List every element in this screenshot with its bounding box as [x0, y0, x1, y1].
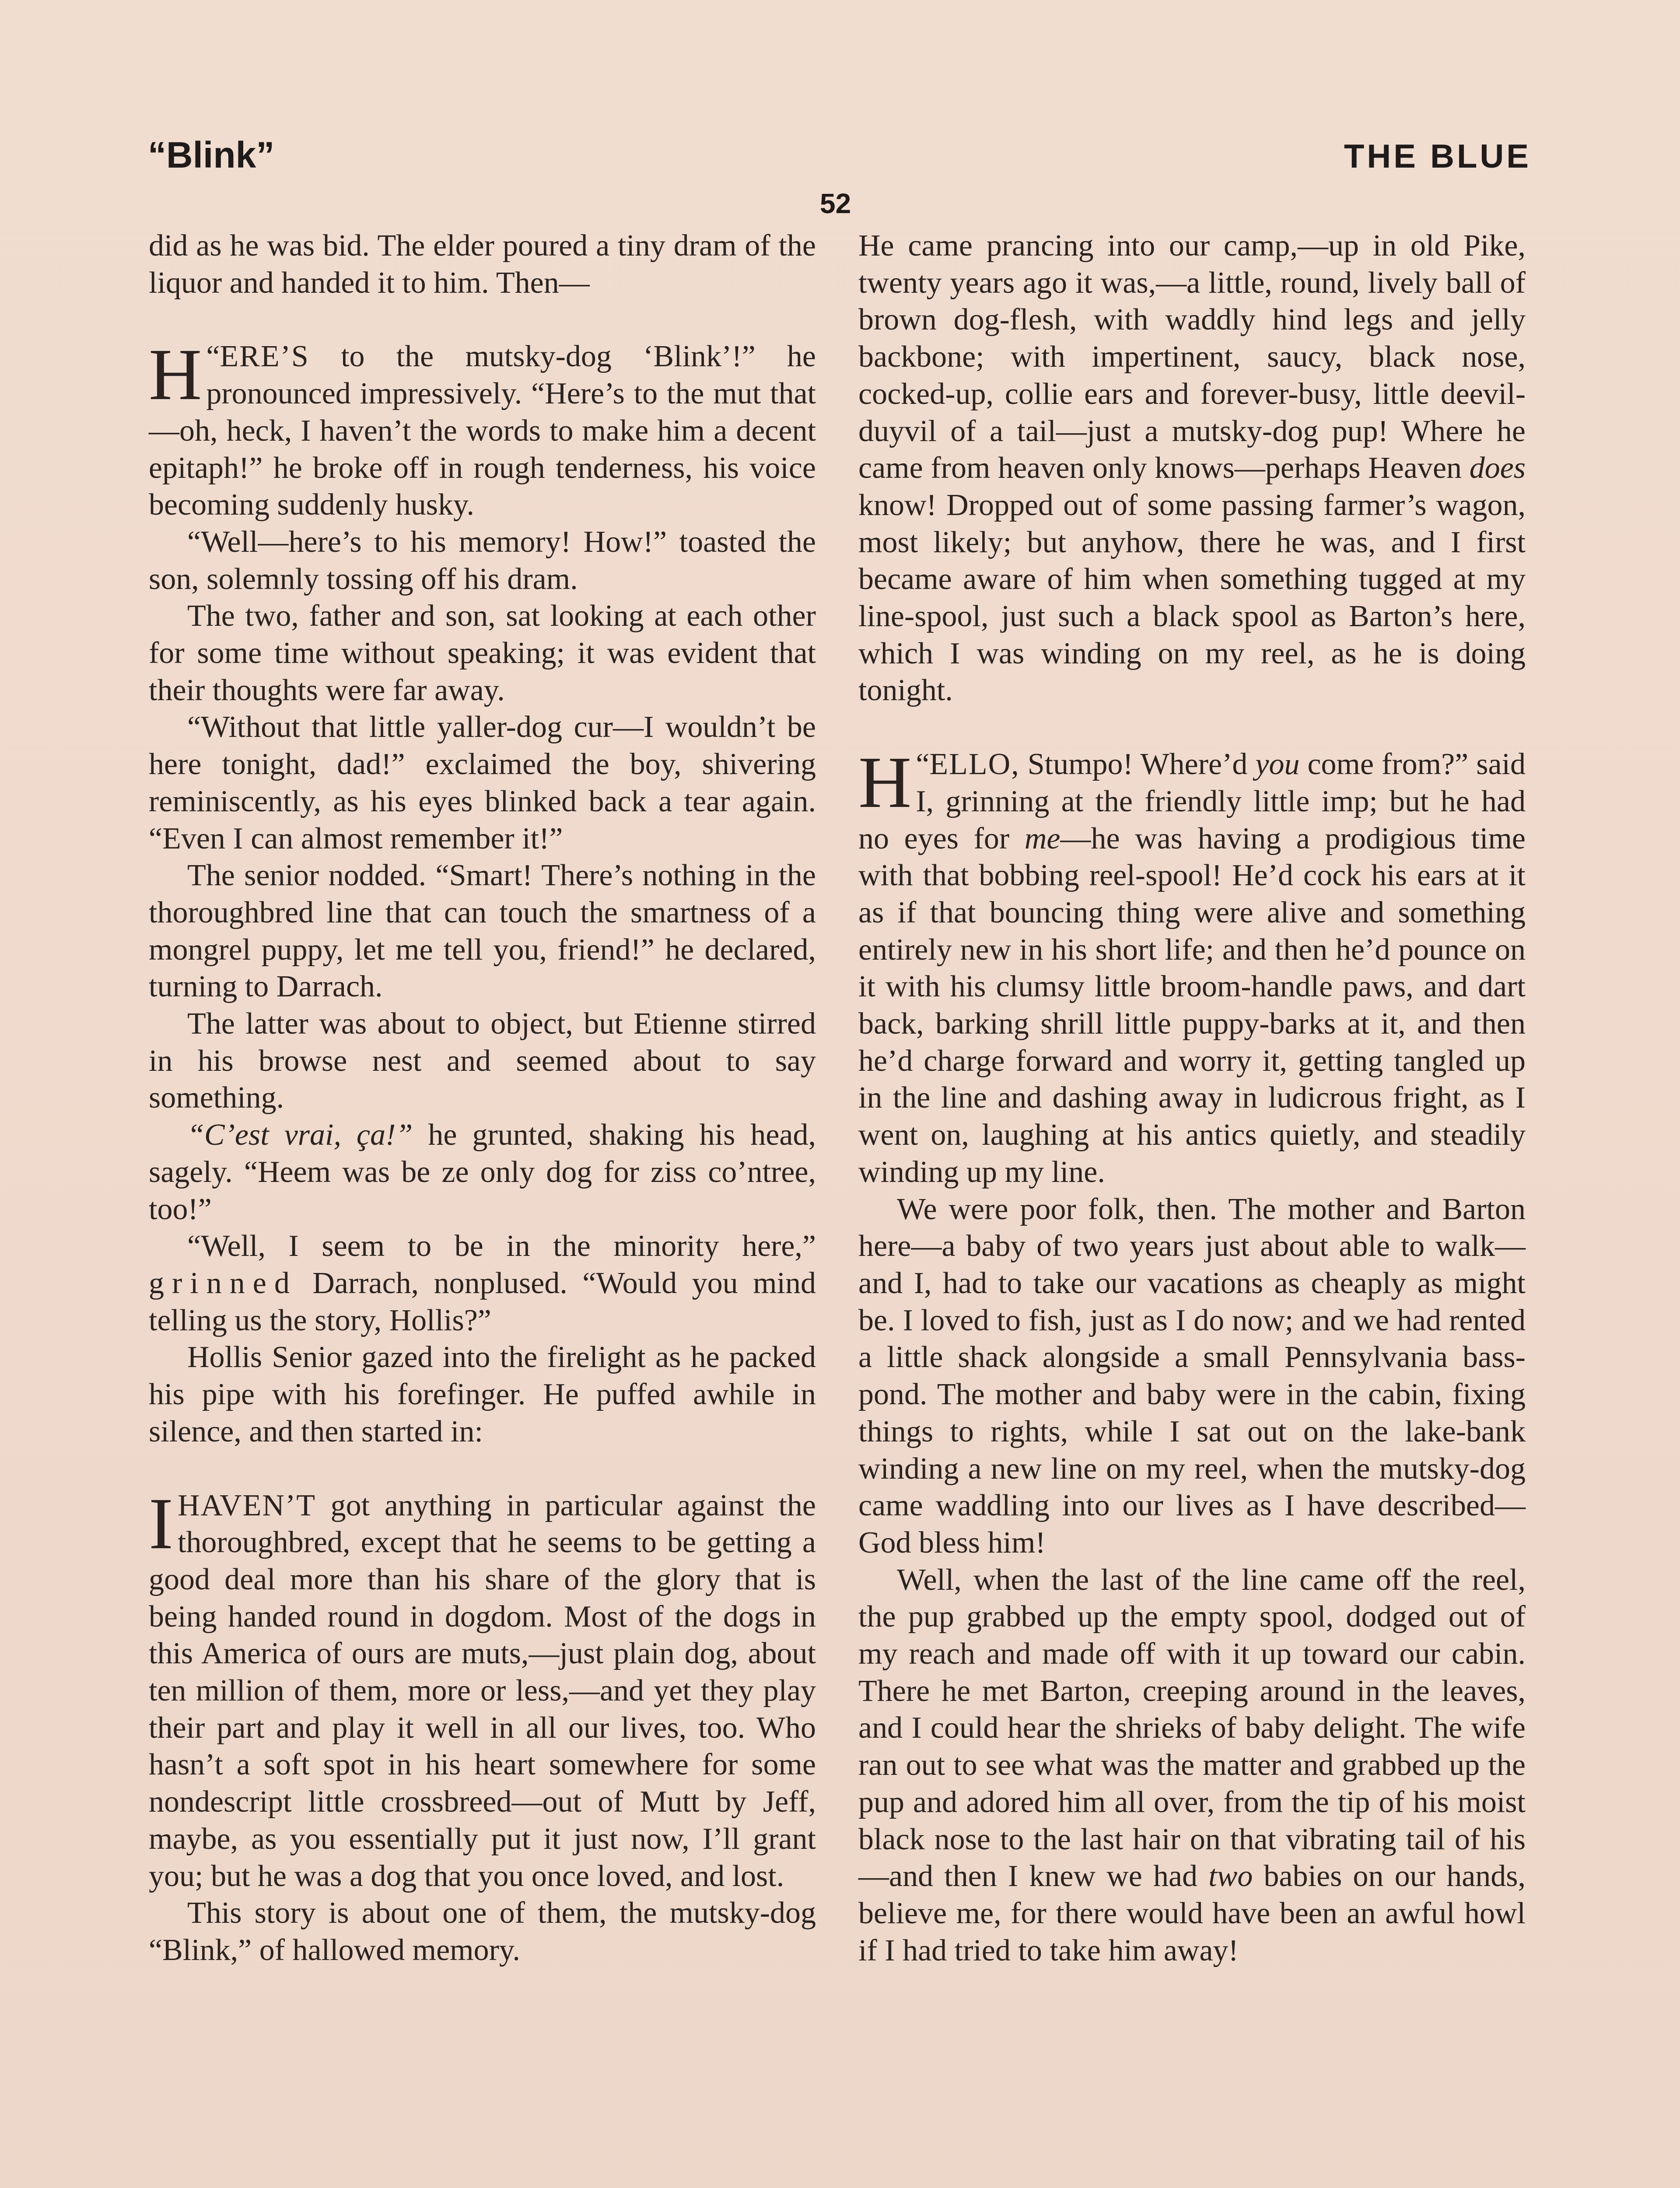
- paragraph: The senior nodded. “Smart! There’s nothing in the thoroughbred line that can touch the smartness of a mongrel puppy, let me tell you, friend!” he declared, turning to Darrach.: [149, 859, 816, 1004]
- open-quote: “: [206, 340, 220, 374]
- open-quote: “: [916, 747, 930, 782]
- paragraph: This story is about one of them, the mutsky-dog “Blink,” of hallowed memory.: [149, 1896, 816, 1967]
- french-exclamation: “C’est vrai, ça!”: [187, 1118, 413, 1152]
- right-text-column: [858, 228, 1526, 1969]
- drop-cap-letter: I: [149, 1483, 173, 1564]
- paragraph: “Well—here’s to his memory! How!” toasted the son, solemnly tossing off his dram.: [149, 525, 816, 596]
- paragraph: [149, 1228, 816, 1339]
- paragraph-text: “Well, I seem to be in the minority here,”: [187, 1229, 816, 1263]
- paragraph: “Without that little yaller-dog cur—I wouldn’t be here tonight, dad!” exclaimed the boy, shivering reminiscently, as his eyes blinked back a tear again. “Even I can almost remember it!”: [149, 710, 816, 856]
- small-caps-lead: HAVEN’T: [177, 1488, 316, 1522]
- emphasis-word: me: [1024, 821, 1060, 856]
- paragraph-text: got anything in particular against the thoroughbred, except that he seems to be getting a good deal more than his share of the glory that is being handed round in dogdom. Most of the dogs in this America of ours are muts,—just plain dog, about ten million of them, more or less,—and yet they play their part and play it well in all our lives, too. Who hasn’t a soft spot in his heart somewhere for some nondescript little crossbreed—out of Mutt by Jeff, maybe, as you essentially put it just now, I’ll grant you; but he was a dog that you once loved, and lost.: [149, 1488, 816, 1893]
- paragraph-dropcap: [149, 1483, 816, 1895]
- left-text-column: [149, 228, 816, 1969]
- paragraph-text: Well, when the last of the line came off the reel, the pup grabbed up the empty spool, dodged out of my reach and made off with it up toward our cabin. There he met Barton, creeping around in the leaves, and I could hear the shrieks of baby delight. The wife ran out to see what was the matter and grabbed up the pup and adored him all over, from the tip of his moist black nose to the last hair on that vibrating tail of his—and then I knew we had: [858, 1563, 1526, 1893]
- running-head-magazine-title: THE BLUE: [1344, 138, 1531, 175]
- paragraph: The two, father and son, sat looking at each other for some time without speaking; it was evident that their thoughts were far away.: [149, 599, 816, 707]
- paragraph-text: Stumpo! Where’d: [1019, 747, 1256, 782]
- letterspaced-word: grinned: [149, 1266, 298, 1300]
- paragraph-dropcap: [858, 742, 1526, 1191]
- small-caps-lead: ERE’S: [220, 340, 309, 374]
- paragraph-text: He came prancing into our camp,—up in old Pike, twenty years ago it was,—a little, round, lively ball of brown dog-flesh, with waddly hind legs and jelly backbone; with impertinent, saucy, black nose, cocked-up, collie ears and forever-busy, little deevil-duyvil of a tail—just a mutsky-dog pup! Where he came from heaven only knows—perhaps Heaven: [858, 229, 1526, 485]
- paragraph: Hollis Senior gazed into the firelight as he packed his pipe with his forefinger. He puffed awhile in silence, and then started in:: [149, 1340, 816, 1448]
- paragraph: The latter was about to object, but Etienne stirred in his browse nest and seemed about to say something.: [149, 1007, 816, 1115]
- emphasis-word: two: [1208, 1859, 1253, 1893]
- paragraph-text: know! Dropped out of some passing farmer’s wagon, most likely; but anyhow, there he was, and I first became aware of him when something tugged at my line-spool, just such a black spool as Barton’s here, which I was winding on my reel, as he is doing tonight.: [858, 488, 1526, 708]
- page-number: 52: [820, 188, 851, 219]
- paragraph-text: to the mutsky-dog ‘Blink’!” he pronounced impressively. “Here’s to the mut that—oh, heck, I haven’t the words to make him a decent epitaph!” he broke off in rough tenderness, his voice becoming suddenly husky.: [149, 340, 816, 522]
- paragraph: We were poor folk, then. The mother and Barton here—a baby of two years just about able to walk—and I, had to take our vacations as cheaply as might be. I loved to fish, just as I do now; and we had rented a little shack alongside a small Pennsylvania bass-pond. The mother and baby were in the cabin, fixing things to rights, while I sat out on the lake-bank winding a new line on my reel, when the mutsky-dog came waddling into our lives as I have described—God bless him!: [858, 1192, 1526, 1560]
- running-head-story-title: “Blink”: [148, 134, 275, 175]
- paragraph: did as he was bid. The elder poured a tiny dram of the liquor and handed it to him. Then—: [149, 229, 816, 300]
- paragraph-text: he grunted, shaking his head, sagely. “Heem was be ze only dog for ziss co’ntree, too!”: [149, 1118, 816, 1226]
- emphasis-word: you: [1255, 747, 1300, 782]
- emphasis-word: does: [1469, 451, 1526, 485]
- drop-cap-letter: H: [149, 334, 202, 416]
- small-caps-lead: ELLO,: [929, 747, 1020, 782]
- paragraph-text: Darrach, nonplused. “Would you mind telling us the story, Hollis?”: [149, 1266, 816, 1337]
- drop-cap-letter: H: [858, 742, 912, 824]
- paragraph: [858, 228, 1526, 709]
- paragraph-text: babies on our hands, believe me, for there would have been an awful howl if I had tried to take him away!: [858, 1859, 1526, 1967]
- paragraph-text: —he was having a prodigious time with that bobbing reel-spool! He’d cock his ears at it as if that bouncing thing were alive and something entirely new in his short life; and then he’d pounce on it with his clumsy little broom-handle paws, and dart back, barking shrill little puppy-barks at it, and then he’d charge forward and worry it, getting tangled up in the line and dashing away in ludicrous fright, as I went on, laughing at his antics quietly, and steadily winding up my line.: [858, 821, 1526, 1189]
- paragraph-text: come from?” said I, grinning at the friendly little imp; but he had no eyes for: [858, 747, 1526, 856]
- paragraph: [858, 1562, 1526, 1970]
- paragraph-dropcap: [149, 334, 816, 524]
- paragraph: [149, 1117, 816, 1228]
